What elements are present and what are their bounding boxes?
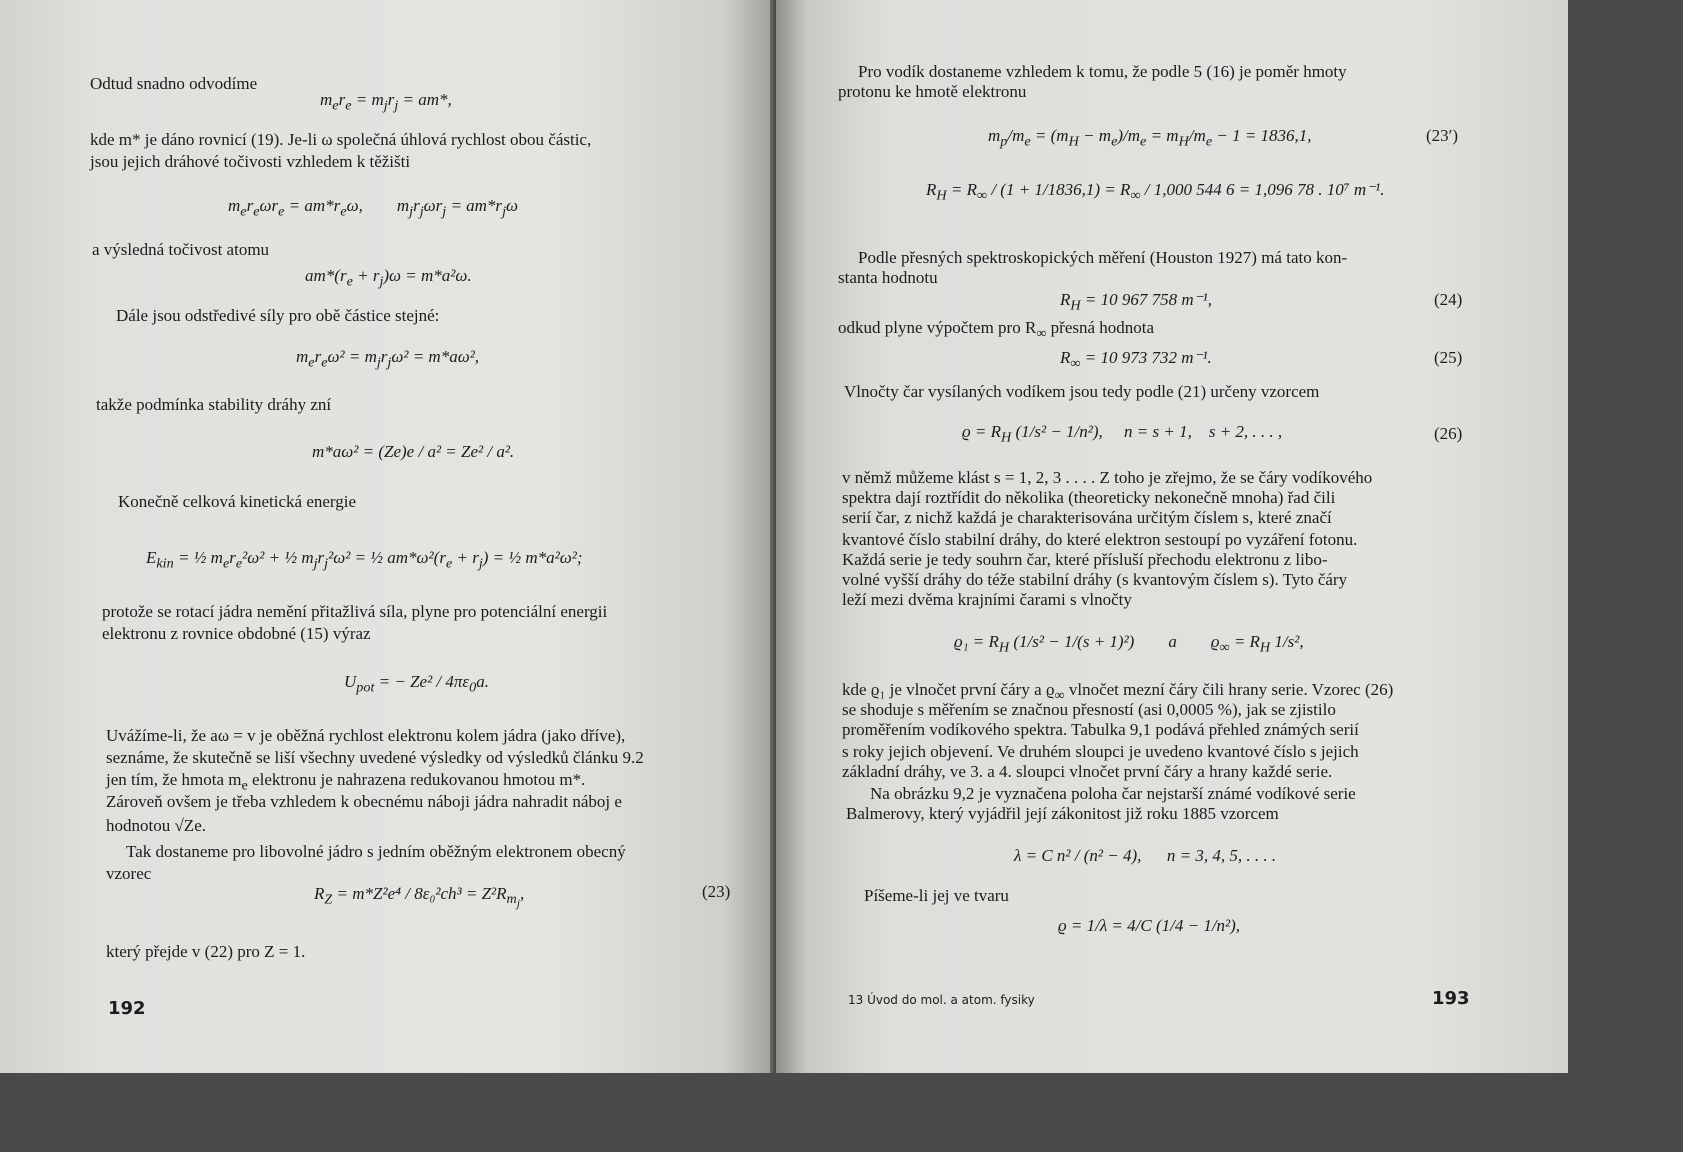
equation: m*aω² = (Ze)e / a² = Ze² / a². bbox=[312, 442, 515, 461]
equation-number: (26) bbox=[1434, 424, 1463, 443]
equation: $E_{kin}$ = ½ $m_er_e^2\omega^2$ + ½ $m_jr_j^2\omega^2$ = ½ $am*\omega^2(r_e + r_j)$ = ½ m*a²ω²; bbox=[146, 548, 583, 572]
right-page bbox=[776, 0, 1568, 1073]
equation: $R_H = 10$ 967 758 m⁻¹, bbox=[1060, 290, 1212, 314]
text-line: protože se rotací jádra nemění přitažlivá síla, plyne pro potenciální energii bbox=[102, 602, 608, 621]
text-line: Podle přesných spektroskopických měření (Houston 1927) má tato kon- bbox=[858, 248, 1348, 267]
text-line: a výsledná točivost atomu bbox=[92, 240, 270, 259]
text-line: kvantové číslo stabilní dráhy, do které elektron sestoupí po vyzáření fotonu. bbox=[842, 530, 1358, 549]
text-line: Konečně celková kinetická energie bbox=[118, 492, 357, 511]
printer-signature: 13 Úvod do mol. a atom. fysiky bbox=[848, 993, 1035, 1007]
equation: $ϱ_1 = R_H$ (1/s² − 1/(s + 1)²) a $ϱ_\infty = R_H$ 1/s², bbox=[954, 632, 1304, 656]
text-line: spektra dají roztřídit do několika (theoreticky nekonečně mnoha) řad čili bbox=[842, 488, 1336, 507]
equation: $R_Z = m*Z^2e^4 / 8\varepsilon_0^2ch^3 = Z^2R_{m_j}$, bbox=[314, 884, 525, 911]
text-line: Zároveň ovšem je třeba vzhledem k obecnému náboji jádra nahradit náboj e bbox=[106, 792, 622, 811]
left-page bbox=[0, 0, 778, 1073]
equation: $m_er_e = m_jr_j = am*$, bbox=[320, 90, 452, 114]
equation-number: (24) bbox=[1434, 290, 1463, 309]
text-line: takže podmínka stability dráhy zní bbox=[96, 395, 332, 414]
text-line: v němž můžeme klást s = 1, 2, 3 . . . . Z toho je zřejmo, že se čáry vodíkového bbox=[842, 468, 1373, 487]
equation: $R_H = R_\infty / (1 + 1/1836,1) = R_\infty / 1,000$ 544 6 = 1,096 78 . 10⁷ m⁻¹. bbox=[926, 180, 1385, 204]
text-line: Tak dostaneme pro libovolné jádro s jedním oběžným elektronem obecný bbox=[126, 842, 626, 861]
equation: $m_er_e\omega^2 = m_jr_j\omega^2 = m*a\omega^2$, bbox=[296, 347, 480, 371]
page-number: 192 bbox=[108, 998, 146, 1019]
equation: $U_{pot}$ = − $Ze^2 / 4\pi\varepsilon_0a$. bbox=[344, 672, 489, 696]
text-line: vzorec bbox=[106, 864, 152, 883]
text-line: jsou jejich dráhové točivosti vzhledem k těžišti bbox=[90, 152, 411, 171]
text-line: volné vyšší dráhy do téže stabilní dráhy (s kvantovým číslem s). Tyto čáry bbox=[842, 570, 1348, 589]
text-line: Odtud snadno odvodíme bbox=[90, 74, 258, 93]
page-number: 193 bbox=[1432, 988, 1470, 1009]
equation: $am*(r_e + r_j)\omega = m*a^2\omega$. bbox=[305, 266, 472, 290]
text-line: základní dráhy, ve 3. a 4. sloupci vlnočet první čáry a hrany každé serie. bbox=[842, 762, 1333, 781]
equation: λ = C n² / (n² − 4), n = 3, 4, 5, . . . . bbox=[1014, 846, 1277, 865]
text-line: proměřením vodíkového spektra. Tabulka 9,1 podává přehled známých serií bbox=[842, 720, 1359, 739]
equation: $m_er_e\omega r_e = am*r_e\omega$, $m_jr_j\omega r_j = am*r_j\omega$ bbox=[228, 196, 519, 220]
text-line: stanta hodnotu bbox=[838, 268, 938, 287]
equation-number: (23) bbox=[702, 882, 731, 901]
text-line: leží mezi dvěma krajními čarami s vlnočty bbox=[842, 590, 1132, 609]
text-line: seznáme, že skutečně se liší všechny uvedené výsledky od výsledků článku 9.2 bbox=[106, 748, 644, 767]
text-line: odkud plyne výpočtem pro $R_\infty$ přesná hodnota bbox=[838, 318, 1155, 342]
equation: $m_p/m_e = (m_H - m_e)/m_e = m_H/m_e - 1 = 1836,1$, bbox=[988, 126, 1312, 150]
text-line: Vlnočty čar vysílaných vodíkem jsou tedy podle (21) určeny vzorcem bbox=[844, 382, 1320, 401]
text-line: protonu ke hmotě elektronu bbox=[838, 82, 1027, 101]
text-line: serií čar, z nichž každá je charakterisována určitým číslem s, které značí bbox=[842, 508, 1332, 527]
text-line: Každá serie je tedy souhrn čar, které přísluší přechodu elektronu z libo- bbox=[842, 550, 1328, 569]
text-line: Pro vodík dostaneme vzhledem k tomu, že podle 5 (16) je poměr hmoty bbox=[858, 62, 1347, 81]
text-line: kde m* je dáno rovnicí (19). Je-li ω společná úhlová rychlost obou částic, bbox=[90, 130, 592, 149]
equation-number: (25) bbox=[1434, 348, 1463, 367]
text-line: Uvážíme-li, že aω = v je oběžná rychlost elektronu kolem jádra (jako dříve), bbox=[106, 726, 626, 745]
text-line: hodnotou √Ze. bbox=[106, 816, 206, 835]
text-line: jen tím, že hmota $m_e$ elektronu je nahrazena redukovanou hmotou m*. bbox=[106, 770, 586, 794]
text-line: Balmerovy, který vyjádřil její zákonitost již roku 1885 vzorcem bbox=[846, 804, 1279, 823]
text-line: kde ϱ₁ je vlnočet první čáry a $ϱ_\infty$ vlnočet mezní čáry čili hrany serie. Vzorec (26) bbox=[842, 680, 1394, 704]
text-line: který přejde v (22) pro Z = 1. bbox=[106, 942, 306, 961]
equation: ϱ = 1/λ = 4/C (1/4 − 1/n²), bbox=[1058, 916, 1241, 935]
text-line: Dále jsou odstředivé síly pro obě částice stejné: bbox=[116, 306, 440, 325]
equation: $R_\infty = 10$ 973 732 m⁻¹. bbox=[1060, 348, 1212, 372]
text-line: Píšeme-li jej ve tvaru bbox=[864, 886, 1009, 905]
equation: $ϱ = R_H$ (1/s² − 1/n²), n = s + 1, s + 2, . . . , bbox=[962, 422, 1283, 446]
text-line: se shoduje s měřením se značnou přesností (asi 0,0005 %), jak se zjistilo bbox=[842, 700, 1336, 719]
text-line: s roky jejich objevení. Ve druhém sloupci je uvedeno kvantové číslo s jejich bbox=[842, 742, 1359, 761]
text-line: elektronu z rovnice obdobné (15) výraz bbox=[102, 624, 371, 643]
equation-number: (23′) bbox=[1426, 126, 1459, 145]
text-line: Na obrázku 9,2 je vyznačena poloha čar nejstarší známé vodíkové serie bbox=[870, 784, 1356, 803]
